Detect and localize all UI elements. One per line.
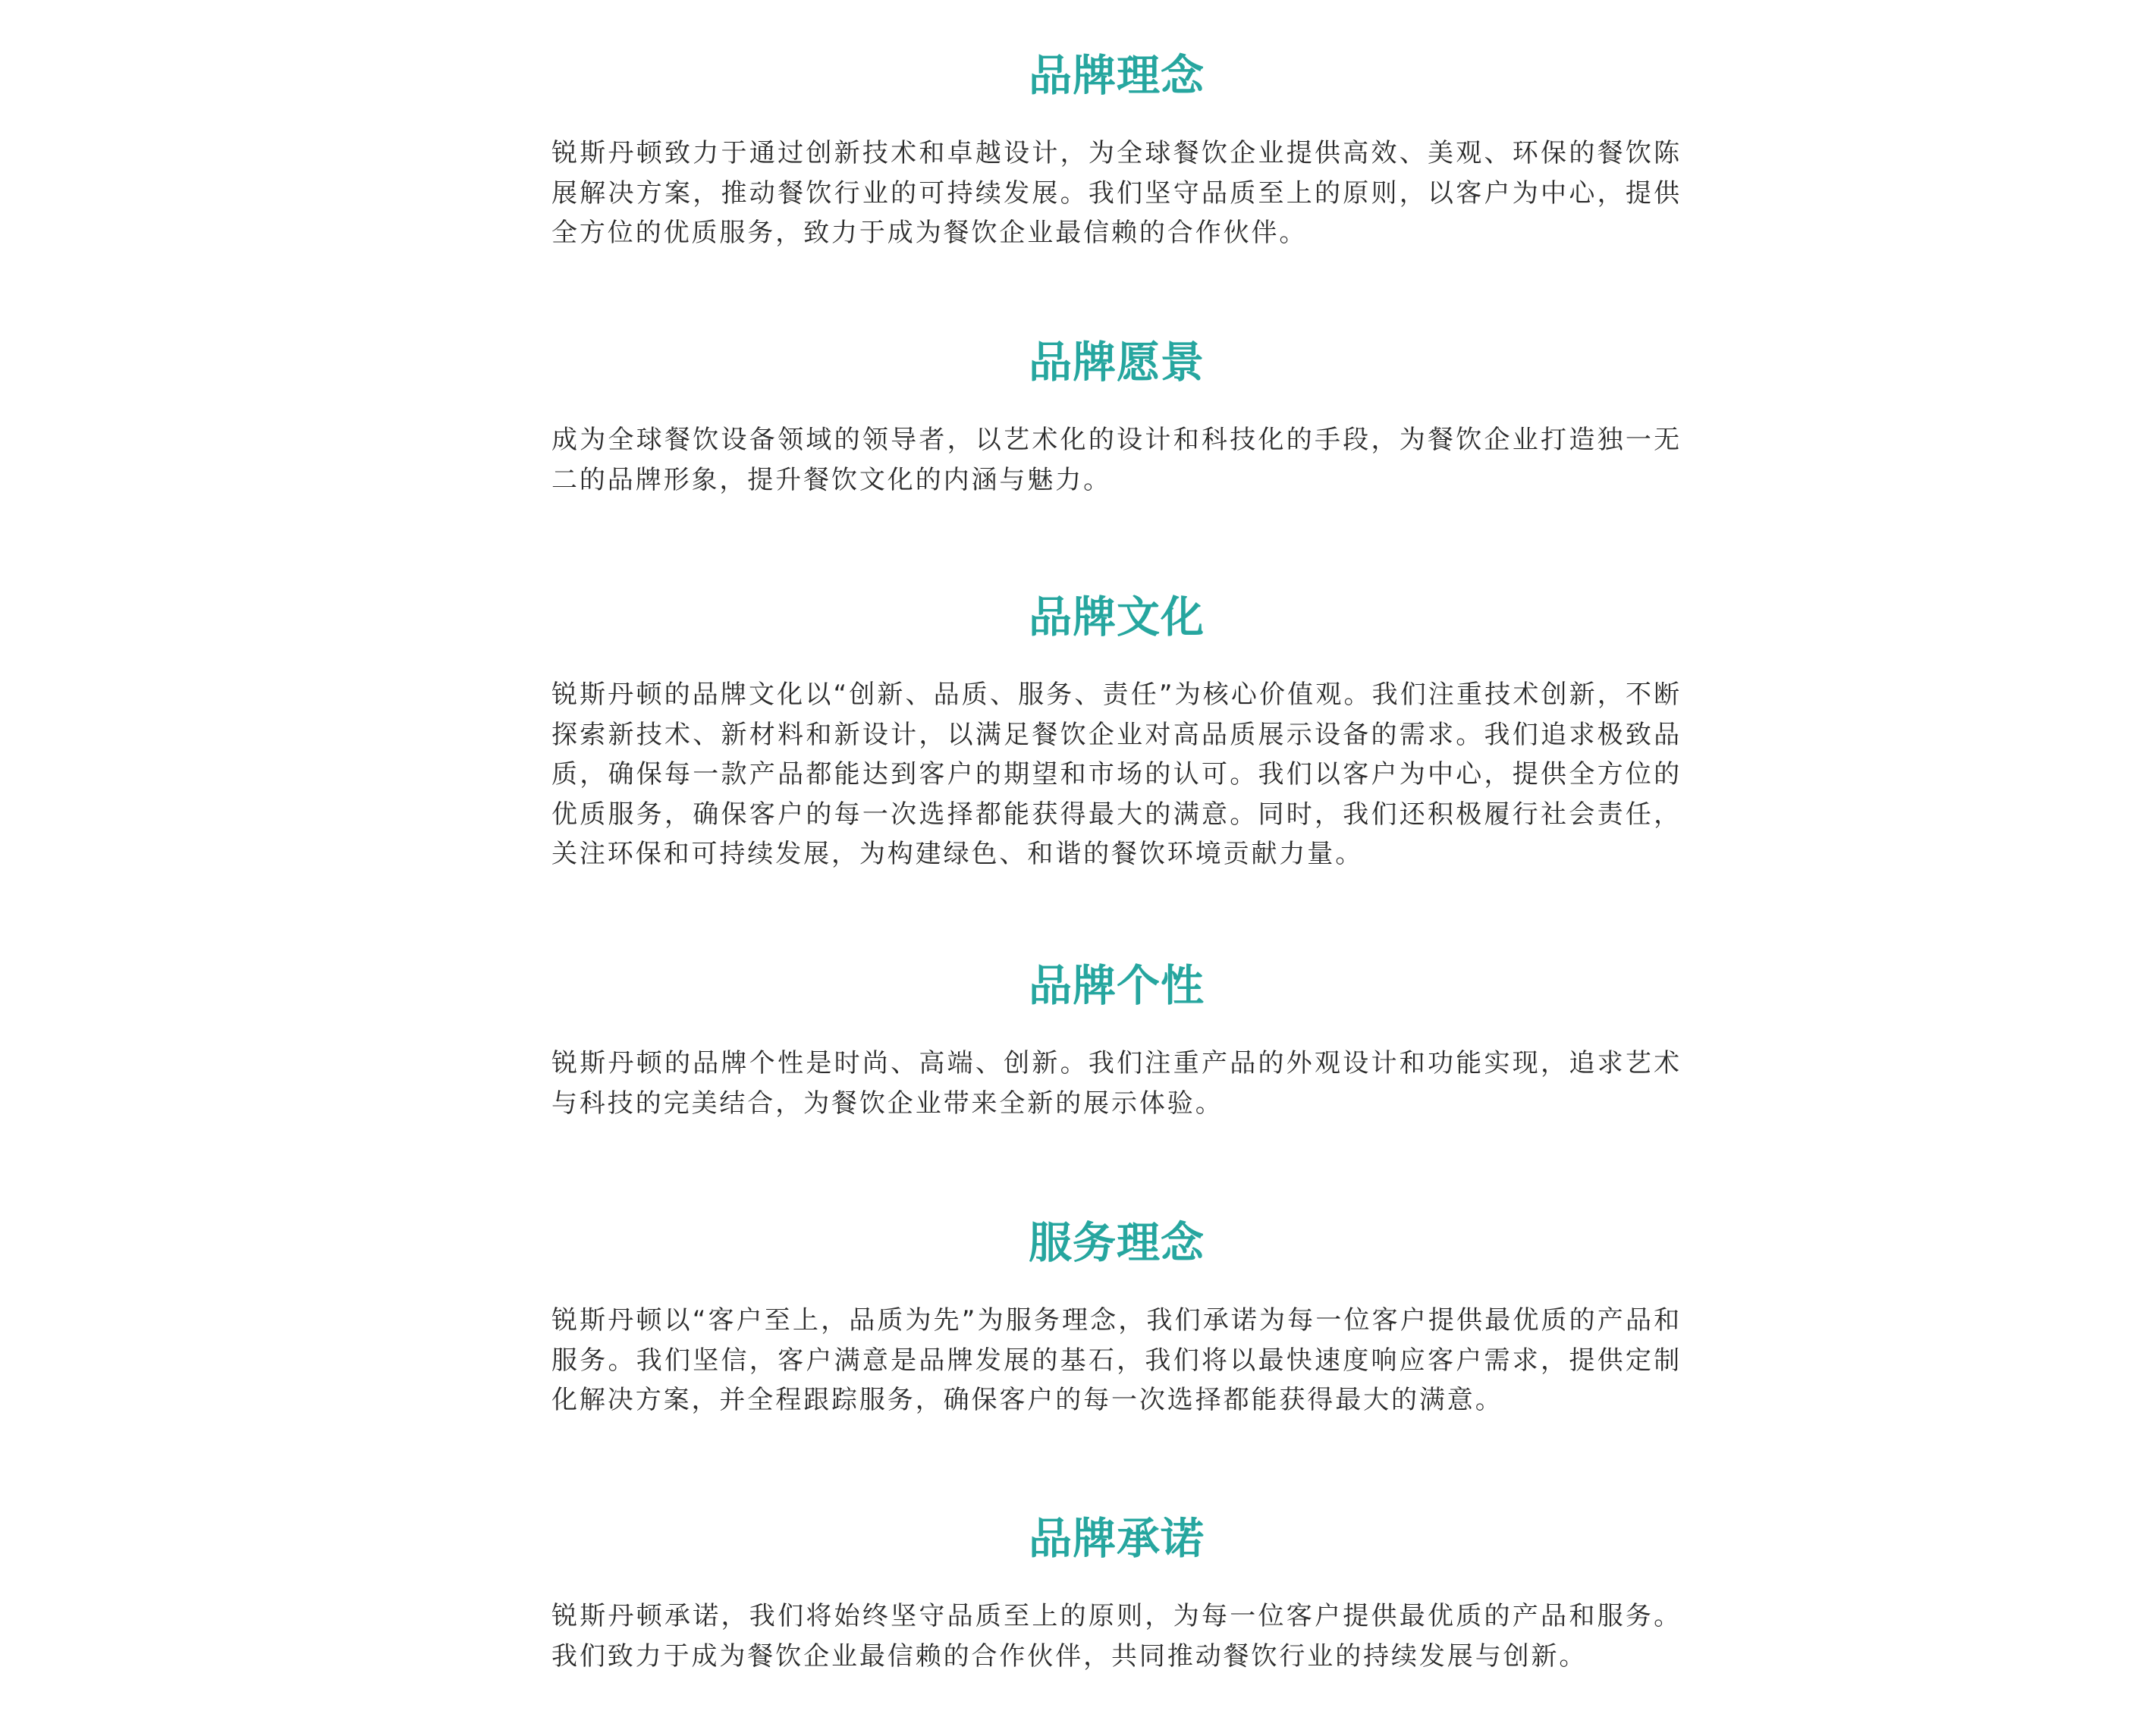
title-spacer	[551, 646, 1682, 675]
title-spacer	[551, 1015, 1682, 1044]
section-brand-vision	[551, 334, 1682, 500]
section-service-philosophy	[551, 1214, 1682, 1421]
section-paragraph: 锐斯丹顿致力于通过创新技术和卓越设计，为全球餐饮企业提供高效、美观、环保的餐饮陈展解决方案，推动餐饮行业的可持续发展。我们坚守品质至上的原则，以客户为中心，提供全方位的优质服务，致力于成为餐饮企业最信赖的合作伙伴。	[551, 138, 1682, 248]
section-title: 品牌承诺	[1029, 1514, 1205, 1564]
section-title: 品牌个性	[1029, 961, 1205, 1011]
section-title: 品牌愿景	[1029, 337, 1205, 388]
section-brand-personality	[551, 957, 1682, 1123]
title-spacer	[551, 391, 1682, 420]
section-paragraph: 锐斯丹顿以“客户至上，品质为先”为服务理念，我们承诺为每一位客户提供最优质的产品和服务。我们坚信，客户满意是品牌发展的基石，我们将以最快速度响应客户需求，提供定制化解决方案，并全程跟踪服务，确保客户的每一次选择都能获得最大的满意。	[551, 1305, 1682, 1415]
section-title: 品牌文化	[1029, 592, 1205, 642]
section-title: 服务理念	[1029, 1218, 1205, 1268]
section-brand-philosophy	[551, 47, 1682, 253]
section-brand-culture	[551, 589, 1682, 874]
section-paragraph: 锐斯丹顿的品牌文化以“创新、品质、服务、责任”为核心价值观。我们注重技术创新，不断探索新技术、新材料和新设计，以满足餐饮企业对高品质展示设备的需求。我们追求极致品质，确保每一款产品都能达到客户的期望和市场的认可。我们以客户为中心，提供全方位的优质服务，确保客户的每一次选择都能获得最大的满意。同时，我们还积极履行社会责任，关注环保和可持续发展，为构建绿色、和谐的餐饮环境贡献力量。	[551, 680, 1682, 869]
section-title: 品牌理念	[1029, 51, 1205, 101]
section-brand-promise	[551, 1510, 1682, 1676]
title-spacer	[551, 105, 1682, 133]
section-paragraph: 锐斯丹顿承诺，我们将始终坚守品质至上的原则，为每一位客户提供最优质的产品和服务。我们致力于成为餐饮企业最信赖的合作伙伴，共同推动餐饮行业的持续发展与创新。	[551, 1601, 1682, 1672]
section-paragraph: 锐斯丹顿的品牌个性是时尚、高端、创新。我们注重产品的外观设计和功能实现，追求艺术与科技的完美结合，为餐饮企业带来全新的展示体验。	[551, 1048, 1682, 1119]
section-paragraph: 成为全球餐饮设备领域的领导者，以艺术化的设计和科技化的手段，为餐饮企业打造独一无二的品牌形象，提升餐饮文化的内涵与魅力。	[551, 425, 1682, 495]
title-spacer	[551, 1272, 1682, 1301]
title-spacer	[551, 1568, 1682, 1596]
